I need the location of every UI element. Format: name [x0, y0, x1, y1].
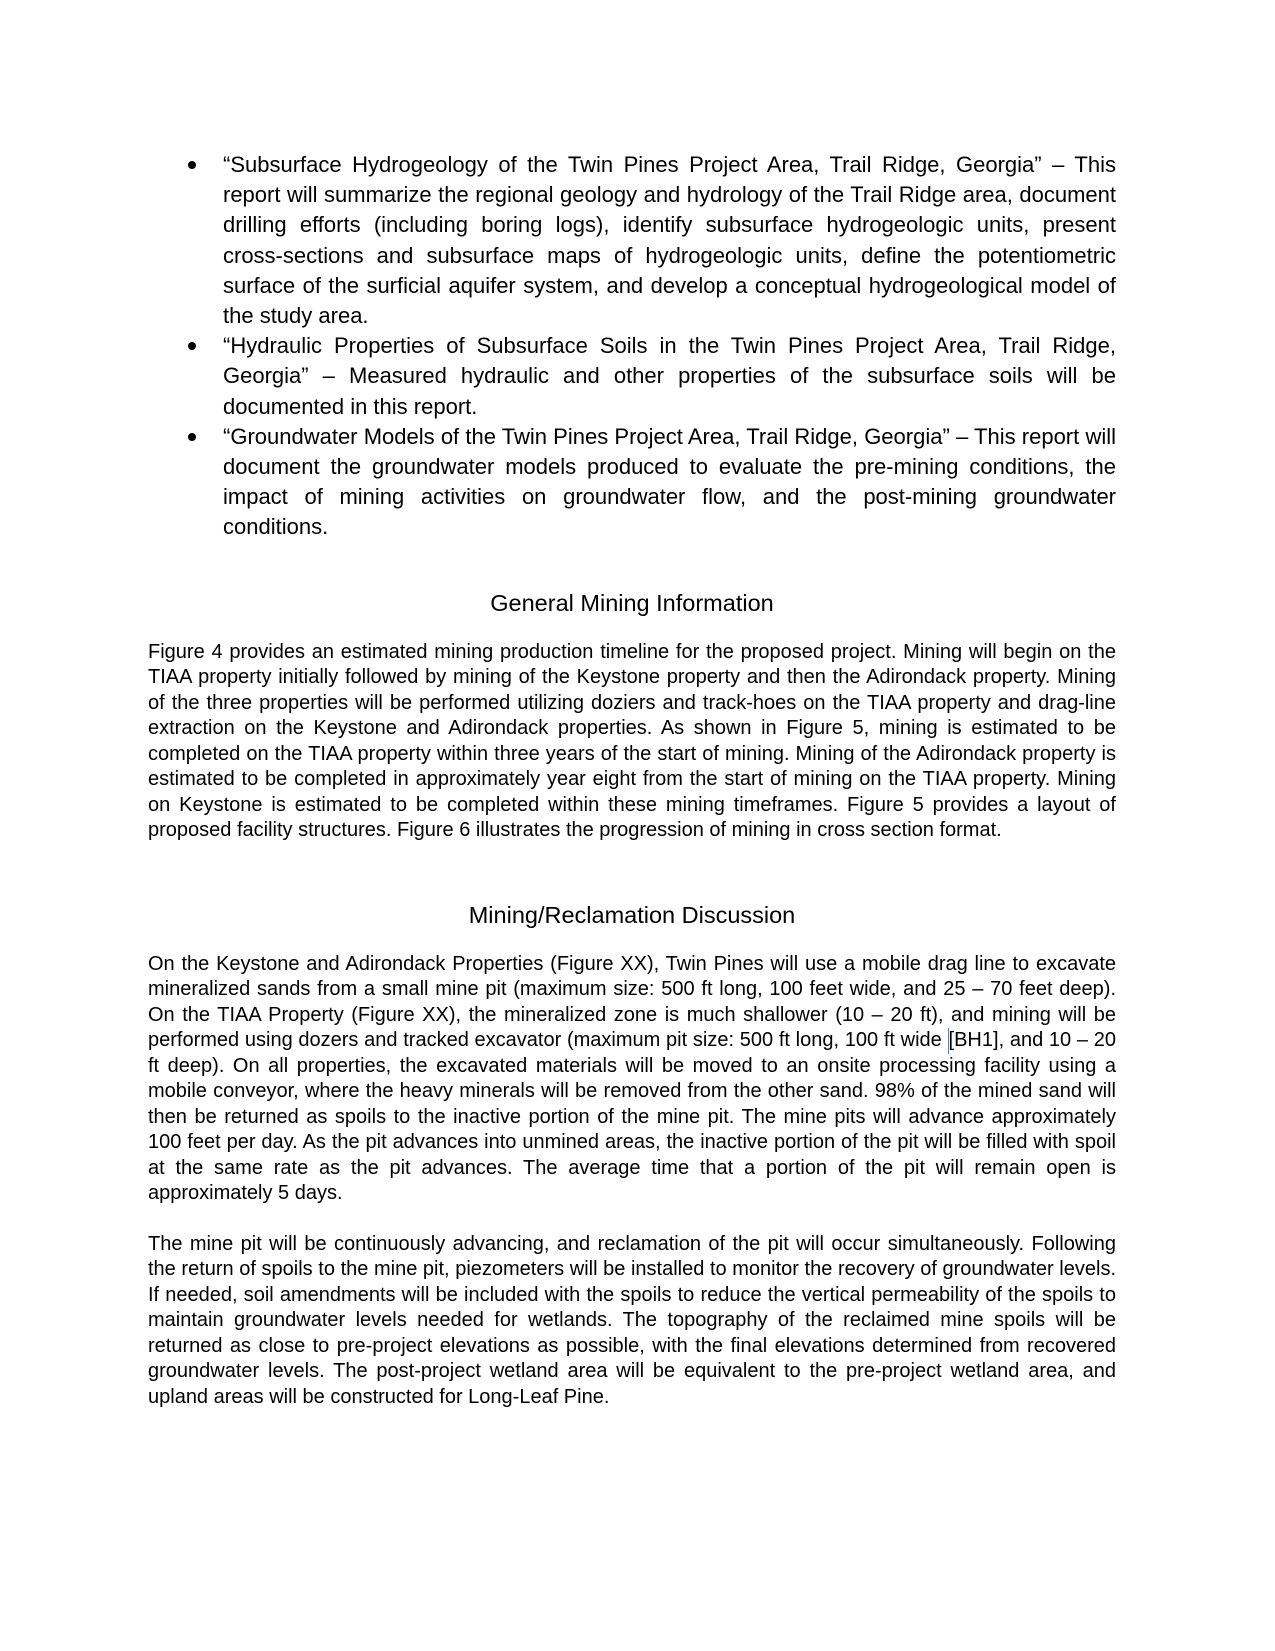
reclamation-paragraph-2: The mine pit will be continuously advancing, and reclamation of the pit will occur simultaneously. Following the return of spoils to the mine pit, piezometers will be installed to monitor the recovery of groundwater levels. If needed, soil amendments will be included with the spoils to reduce the vertical permeability of the spoils to maintain groundwater levels needed for wetlands. The topography of the reclaimed mine spoils will be returned as close to pre-project elevations as possible, with the final elevations determined from recovered groundwater levels. The post-project wetland area will be equivalent to the pre-project wetland area, and upland areas will be constructed for Long-Leaf Pine.: [148, 1232, 1116, 1408]
reclamation-text-start: On the Keystone and Adirondack Properties (Figure XX), Twin Pines will use a mobile drag line to excavate mineralized sands from a small mine pit (maximum size: 500 ft long, 100 feet wide, and 25 – 70 feet deep). On the TIAA Property (Figure XX), the mineralized zone is much shallower (10 – 20 ft), and mining will be performed using dozers and tracked excavator (maximum pit size: 500 ft long, 100 ft wide: [148, 952, 1116, 1052]
list-item: [148, 331, 1116, 422]
list-item: [148, 150, 1116, 331]
reclamation-heading: Mining/Reclamation Discussion: [468, 901, 796, 928]
general-mining-paragraph: Figure 4 provides an estimated mining production timeline for the proposed project. Mining will begin on the TIAA property initially followed by mining of the Keystone property and then the Adirondack property. Mining of the three properties will be performed utilizing doziers and track-hoes on the TIAA property and drag-line extraction on the Keystone and Adirondack properties. As shown in Figure 5, mining is estimated to be completed on the TIAA property within three years of the start of mining. Mining of the Adirondack property is estimated to be completed in approximately year eight from the start of mining on the TIAA property. Mining on Keystone is estimated to be completed within these mining timeframes. Figure 5 provides a layout of proposed facility structures. Figure 6 illustrates the progression of mining in cross section format.: [148, 640, 1116, 842]
list-item: [148, 422, 1116, 543]
reclamation-paragraph-1: [148, 952, 1116, 1207]
report-list: [148, 150, 1116, 543]
bullet-icon: [188, 161, 196, 169]
document-page: [148, 150, 1116, 1410]
general-mining-heading: General Mining Information: [490, 589, 774, 616]
comment-anchor[interactable]: [BH1]: [948, 1028, 999, 1054]
list-item-text: “Hydraulic Properties of Subsurface Soils in the Twin Pines Project Area, Trail Ridge, Georgia” – Measured hydraulic and other properties of the subsurface soils will be documented in this report.: [223, 333, 1116, 419]
list-item-text: “Subsurface Hydrogeology of the Twin Pines Project Area, Trail Ridge, Georgia” – This report will summarize the regional geology and hydrology of the Trail Ridge area, document drilling efforts (including boring logs), identify subsurface hydrogeologic units, present cross-sections and subsurface maps of hydrogeologic units, define the potentiometric surface of the surficial aquifer system, and develop a conceptual hydrogeological model of the study area.: [223, 152, 1116, 329]
bullet-icon: [188, 342, 196, 350]
reclamation-text-end: , and 10 – 20 ft deep). On all properties, the excavated materials will be moved to an onsite processing facility using a mobile conveyor, where the heavy minerals will be removed from the other sand. 98% of the mined sand will then be returned as spoils to the inactive portion of the mine pit. The mine pits will advance approximately 100 feet per day. As the pit advances into unmined areas, the inactive portion of the pit will be filled with spoil at the same rate as the pit advances. The average time that a portion of the pit will remain open is approximately 5 days.: [148, 1029, 1116, 1205]
list-item-text: “Groundwater Models of the Twin Pines Project Area, Trail Ridge, Georgia” – This report will document the groundwater models produced to evaluate the pre-mining conditions, the impact of mining activities on groundwater flow, and the post-mining groundwater conditions.: [223, 423, 1116, 540]
bullet-icon: [188, 433, 196, 441]
